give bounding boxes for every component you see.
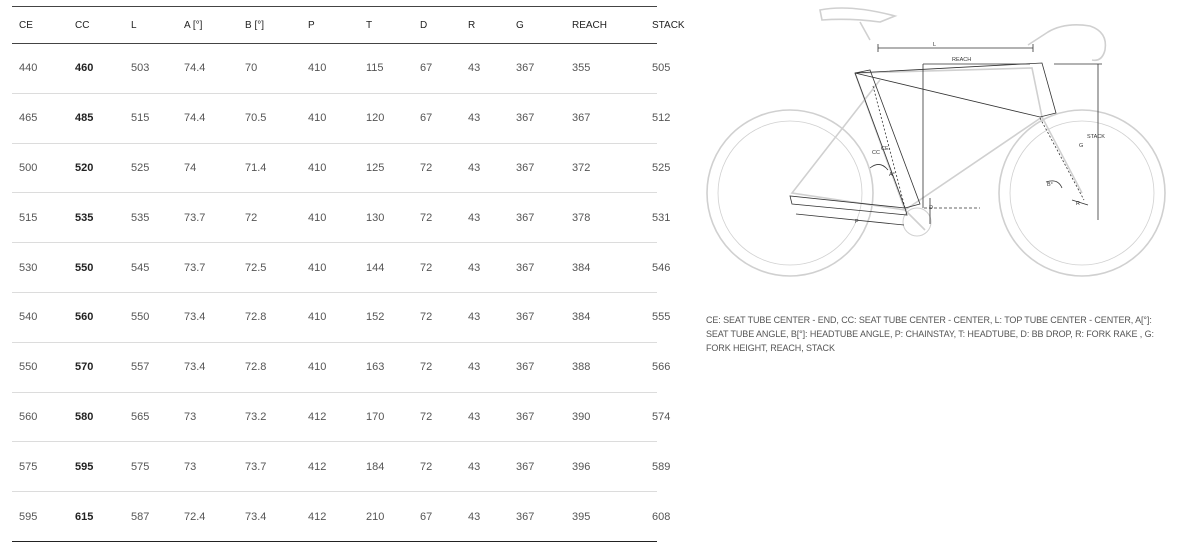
cell-reach: 388 — [565, 342, 645, 392]
cell-t: 152 — [359, 292, 413, 342]
col-header-d: D — [413, 7, 461, 44]
cell-p: 410 — [301, 44, 359, 94]
cell-d: 67 — [413, 93, 461, 143]
cell-a: 73 — [177, 392, 238, 442]
col-header-a: A [°] — [177, 7, 238, 44]
cell-g: 367 — [509, 143, 565, 193]
cell-b: 72.5 — [238, 243, 301, 293]
cell-d: 72 — [413, 143, 461, 193]
col-header-r: R — [461, 7, 509, 44]
cell-g: 367 — [509, 93, 565, 143]
cell-b: 70.5 — [238, 93, 301, 143]
cell-reach: 395 — [565, 492, 645, 542]
cell-a: 72.4 — [177, 492, 238, 542]
cell-p: 412 — [301, 442, 359, 492]
col-header-l: L — [124, 7, 177, 44]
cell-l: 550 — [124, 292, 177, 342]
cell-l: 525 — [124, 143, 177, 193]
cell-t: 130 — [359, 193, 413, 243]
cell-ce: 595 — [12, 492, 68, 542]
cell-b: 73.7 — [238, 442, 301, 492]
col-header-cc: CC — [68, 7, 124, 44]
table-row — [12, 442, 657, 492]
geometry-table — [12, 6, 685, 542]
table-row — [12, 292, 657, 342]
cell-ce: 575 — [12, 442, 68, 492]
cell-d: 72 — [413, 193, 461, 243]
cell-ce: 440 — [12, 44, 68, 94]
table-row — [12, 93, 657, 143]
cell-reach: 372 — [565, 143, 645, 193]
label-stack: STACK — [1087, 134, 1105, 140]
table-row — [12, 193, 657, 243]
cell-g: 367 — [509, 492, 565, 542]
saddle — [820, 8, 895, 40]
cell-ce: 465 — [12, 93, 68, 143]
cell-r: 43 — [461, 44, 509, 94]
cell-r: 43 — [461, 442, 509, 492]
cell-g: 367 — [509, 44, 565, 94]
cell-g: 367 — [509, 342, 565, 392]
label-g: G — [1079, 143, 1084, 149]
cell-a: 74.4 — [177, 93, 238, 143]
cell-b: 70 — [238, 44, 301, 94]
cell-cc: 570 — [68, 342, 124, 392]
table-header-row — [12, 7, 657, 44]
cell-reach: 396 — [565, 442, 645, 492]
cell-reach: 390 — [565, 392, 645, 442]
cell-a: 73 — [177, 442, 238, 492]
cell-r: 43 — [461, 492, 509, 542]
cell-reach: 367 — [565, 93, 645, 143]
cell-ce: 515 — [12, 193, 68, 243]
label-d: D — [929, 205, 933, 211]
cell-t: 120 — [359, 93, 413, 143]
bike-geometry-diagram — [700, 0, 1170, 300]
cell-g: 367 — [509, 442, 565, 492]
label-ce: CE — [881, 146, 889, 152]
cell-ce: 550 — [12, 342, 68, 392]
cell-p: 410 — [301, 292, 359, 342]
cell-r: 43 — [461, 143, 509, 193]
cell-r: 43 — [461, 193, 509, 243]
label-b: B° — [1047, 182, 1053, 188]
cell-stack: 555 — [645, 292, 657, 342]
cell-d: 72 — [413, 243, 461, 293]
cell-g: 367 — [509, 392, 565, 442]
label-r: R — [1076, 201, 1080, 207]
label-a: A° — [889, 172, 895, 178]
cell-r: 43 — [461, 342, 509, 392]
cell-p: 410 — [301, 243, 359, 293]
cell-t: 125 — [359, 143, 413, 193]
cell-cc: 560 — [68, 292, 124, 342]
cell-l: 545 — [124, 243, 177, 293]
cell-p: 410 — [301, 193, 359, 243]
cell-g: 367 — [509, 243, 565, 293]
cell-b: 72.8 — [238, 292, 301, 342]
cell-cc: 615 — [68, 492, 124, 542]
cell-stack: 505 — [645, 44, 657, 94]
cell-cc: 535 — [68, 193, 124, 243]
table-row — [12, 243, 657, 293]
cell-stack: 566 — [645, 342, 657, 392]
cell-p: 412 — [301, 492, 359, 542]
cell-cc: 485 — [68, 93, 124, 143]
cell-t: 144 — [359, 243, 413, 293]
cell-l: 557 — [124, 342, 177, 392]
table-row — [12, 342, 657, 392]
cell-r: 43 — [461, 292, 509, 342]
cell-cc: 580 — [68, 392, 124, 442]
cell-b: 72 — [238, 193, 301, 243]
col-header-ce: CE — [12, 7, 68, 44]
cell-d: 67 — [413, 44, 461, 94]
cell-reach: 378 — [565, 193, 645, 243]
col-header-b: B [°] — [238, 7, 301, 44]
cell-r: 43 — [461, 243, 509, 293]
cell-t: 210 — [359, 492, 413, 542]
cell-a: 73.4 — [177, 292, 238, 342]
geometry-legend: CE: SEAT TUBE CENTER - END, CC: SEAT TUBE CENTER - CENTER, L: TOP TUBE CENTER - CENTER, A[°]: SEAT TUBE ANGLE, B[°]: HEADTUBE ANGLE, P: CHAINSTAY, T: HEADTUBE, D: BB DROP, R: FORK RAKE , G: FORK HEIGHT, REACH, STACK — [706, 315, 1154, 353]
cell-t: 170 — [359, 392, 413, 442]
cell-a: 73.4 — [177, 342, 238, 392]
cell-a: 74 — [177, 143, 238, 193]
handlebar — [1028, 25, 1105, 60]
cell-stack: 512 — [645, 93, 657, 143]
cell-stack: 589 — [645, 442, 657, 492]
cell-t: 115 — [359, 44, 413, 94]
cell-d: 67 — [413, 492, 461, 542]
cell-l: 503 — [124, 44, 177, 94]
cell-stack: 531 — [645, 193, 657, 243]
cell-reach: 384 — [565, 292, 645, 342]
cell-p: 410 — [301, 143, 359, 193]
cell-d: 72 — [413, 342, 461, 392]
col-header-g: G — [509, 7, 565, 44]
cell-a: 73.7 — [177, 193, 238, 243]
cell-b: 73.2 — [238, 392, 301, 442]
cell-b: 71.4 — [238, 143, 301, 193]
cell-d: 72 — [413, 442, 461, 492]
cell-cc: 550 — [68, 243, 124, 293]
cell-stack: 608 — [645, 492, 657, 542]
cell-reach: 384 — [565, 243, 645, 293]
label-reach: REACH — [952, 57, 972, 63]
col-header-stack: STACK — [645, 7, 657, 44]
cell-l: 575 — [124, 442, 177, 492]
cell-l: 535 — [124, 193, 177, 243]
cell-stack: 546 — [645, 243, 657, 293]
cell-r: 43 — [461, 93, 509, 143]
cell-b: 73.4 — [238, 492, 301, 542]
rear-wheel — [707, 110, 873, 276]
label-l: L — [933, 42, 937, 48]
cell-ce: 540 — [12, 292, 68, 342]
cell-stack: 525 — [645, 143, 657, 193]
cell-a: 73.7 — [177, 243, 238, 293]
col-header-t: T — [359, 7, 413, 44]
label-p: P — [855, 219, 859, 225]
cell-g: 367 — [509, 193, 565, 243]
table-row — [12, 392, 657, 442]
cell-g: 367 — [509, 292, 565, 342]
cell-p: 412 — [301, 392, 359, 442]
cell-reach: 355 — [565, 44, 645, 94]
cell-ce: 500 — [12, 143, 68, 193]
cell-r: 43 — [461, 392, 509, 442]
cell-b: 72.8 — [238, 342, 301, 392]
cell-l: 587 — [124, 492, 177, 542]
cell-a: 74.4 — [177, 44, 238, 94]
cell-p: 410 — [301, 342, 359, 392]
cell-p: 410 — [301, 93, 359, 143]
cell-cc: 595 — [68, 442, 124, 492]
cell-t: 163 — [359, 342, 413, 392]
cell-d: 72 — [413, 392, 461, 442]
table-row — [12, 492, 657, 542]
cell-l: 515 — [124, 93, 177, 143]
table-row — [12, 143, 657, 193]
col-header-p: P — [301, 7, 359, 44]
cell-l: 565 — [124, 392, 177, 442]
cell-d: 72 — [413, 292, 461, 342]
cell-t: 184 — [359, 442, 413, 492]
cell-cc: 520 — [68, 143, 124, 193]
cell-cc: 460 — [68, 44, 124, 94]
cell-ce: 530 — [12, 243, 68, 293]
cell-ce: 560 — [12, 392, 68, 442]
col-header-reach: REACH — [565, 7, 645, 44]
cell-stack: 574 — [645, 392, 657, 442]
label-cc: CC — [872, 150, 880, 156]
table-row — [12, 44, 657, 94]
